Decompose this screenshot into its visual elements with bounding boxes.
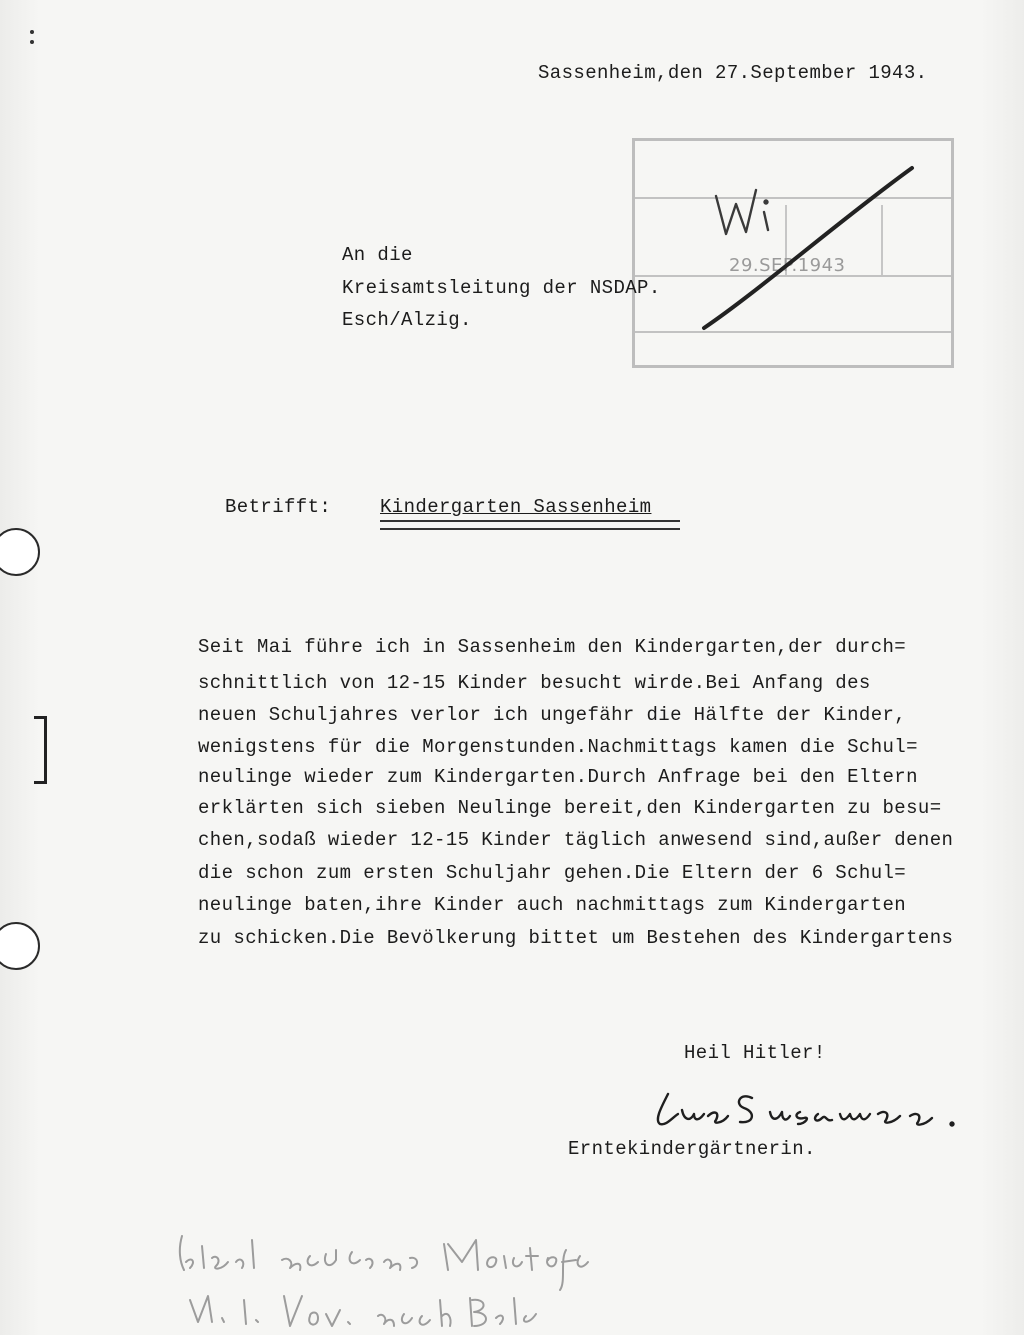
subject-label: Betrifft: xyxy=(225,496,332,518)
stamp-date: 29.SEP.1943 xyxy=(729,255,846,276)
subject-text: Kindergarten Sassenheim xyxy=(380,496,652,518)
recipient-line-1: An die xyxy=(342,244,413,266)
body-line: chen,sodaß wieder 12-15 Kinder täglich anwesend sind,außer denen xyxy=(198,829,954,851)
body-line: wenigstens für die Morgenstunden.Nachmittags kamen die Schul= xyxy=(198,736,918,758)
signer-title: Erntekindergärtnerin. xyxy=(568,1138,816,1160)
body-line: Seit Mai führe ich in Sassenheim den Kindergarten,der durch= xyxy=(198,636,907,658)
body-line: erklärten sich sieben Neulinge bereit,den Kindergarten zu besu= xyxy=(198,797,942,819)
stamp-strike-line xyxy=(704,168,912,328)
body-line: neulinge wieder zum Kindergarten.Durch Anfrage bei den Eltern xyxy=(198,766,918,788)
stamp-initials xyxy=(716,190,768,234)
body-line: neulinge baten,ihre Kinder auch nachmittags zum Kindergarten xyxy=(198,894,907,916)
closing-salutation: Heil Hitler! xyxy=(684,1042,826,1064)
date-line: Sassenheim,den 27.September 1943. xyxy=(538,62,928,84)
signature xyxy=(658,1094,954,1126)
body-line: neuen Schuljahres verlor ich ungefähr die Hälfte der Kinder, xyxy=(198,704,907,726)
recipient-line-2: Kreisamtsleitung der NSDAP. xyxy=(342,277,661,299)
body-line: schnittlich von 12-15 Kinder besucht wirde.Bei Anfang des xyxy=(198,672,871,694)
recipient-line-3: Esch/Alzig. xyxy=(342,309,472,331)
margin-note-handwriting xyxy=(180,1236,588,1326)
body-line: die schon zum ersten Schuljahr gehen.Die Eltern der 6 Schul= xyxy=(198,862,907,884)
body-line: zu schicken.Die Bevölkerung bittet um Bestehen des Kindergartens xyxy=(198,927,954,949)
